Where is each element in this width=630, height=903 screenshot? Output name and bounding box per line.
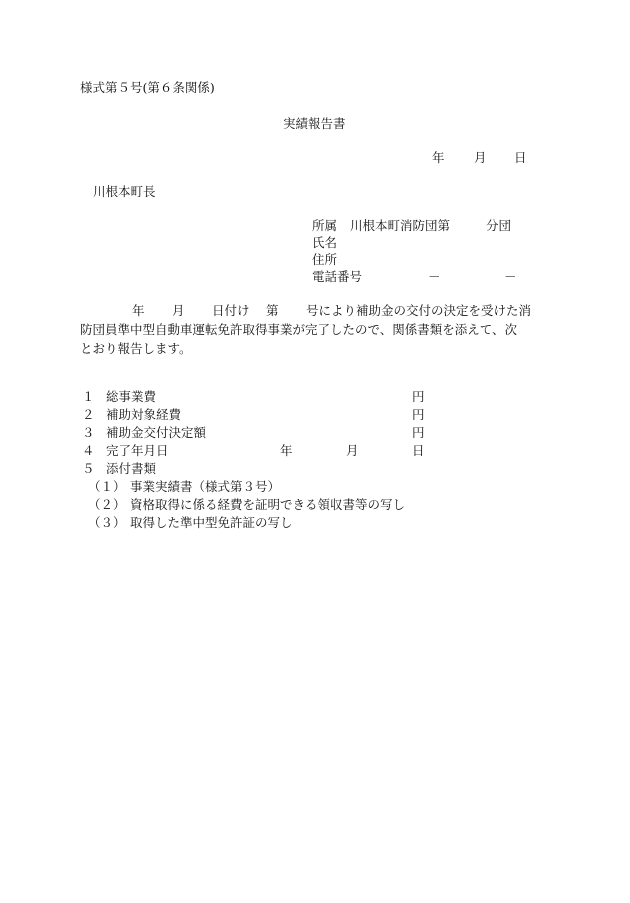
- date-day: 日: [514, 150, 527, 165]
- item-2-label: 補助対象経費: [106, 407, 182, 422]
- phone-dash-1: －: [428, 269, 441, 284]
- body-line-1-rest: 号により補助金の交付の決定を受けた消: [306, 303, 532, 318]
- attachment-2-num: （２）: [88, 497, 126, 512]
- attachment-2-text: 資格取得に係る経費を証明できる領収書等の写し: [130, 497, 406, 512]
- item-5-num: ５: [82, 461, 95, 476]
- body-month: 月: [172, 303, 185, 318]
- attachment-1-num: （１）: [88, 479, 126, 494]
- addressee: 川根本町長: [93, 184, 156, 199]
- item-5-label: 添付書類: [106, 461, 157, 476]
- body-dai: 第: [266, 303, 279, 318]
- phone-label: 電話番号: [312, 269, 363, 284]
- item-4-num: ４: [82, 443, 95, 458]
- date-year: 年: [432, 150, 445, 165]
- item-1-num: １: [82, 389, 95, 404]
- affiliation-value: 川根本町消防団第: [350, 218, 451, 233]
- completion-day: 日: [412, 443, 425, 458]
- item-3-unit: 円: [412, 425, 425, 440]
- completion-year: 年: [280, 443, 293, 458]
- item-4-label: 完了年月日: [106, 443, 169, 458]
- address-label: 住所: [312, 252, 338, 267]
- item-3-num: ３: [82, 425, 95, 440]
- date-month: 月: [474, 150, 487, 165]
- completion-month: 月: [346, 443, 359, 458]
- affiliation-label: 所属: [312, 218, 338, 233]
- item-2-unit: 円: [412, 407, 425, 422]
- item-1-unit: 円: [412, 389, 425, 404]
- form-number: 様式第５号(第６条関係): [80, 80, 215, 95]
- item-3-label: 補助金交付決定額: [106, 425, 207, 440]
- attachment-3-text: 取得した準中型免許証の写し: [130, 515, 293, 530]
- body-line-2: 防団員準中型自動車運転免許取得事業が完了したので、関係書類を添えて、次: [80, 322, 518, 337]
- name-label: 氏名: [312, 235, 338, 250]
- body-year: 年: [132, 303, 145, 318]
- body-line-3: とおり報告します。: [80, 341, 192, 356]
- document-title: 実績報告書: [283, 116, 346, 131]
- body-day-dated: 日付け: [212, 303, 250, 318]
- phone-dash-2: －: [504, 269, 517, 284]
- item-1-label: 総事業費: [106, 389, 157, 404]
- affiliation-suffix: 分団: [486, 218, 512, 233]
- attachment-1-text: 事業実績書（様式第３号）: [130, 479, 281, 494]
- item-2-num: ２: [82, 407, 95, 422]
- attachment-3-num: （３）: [88, 515, 126, 530]
